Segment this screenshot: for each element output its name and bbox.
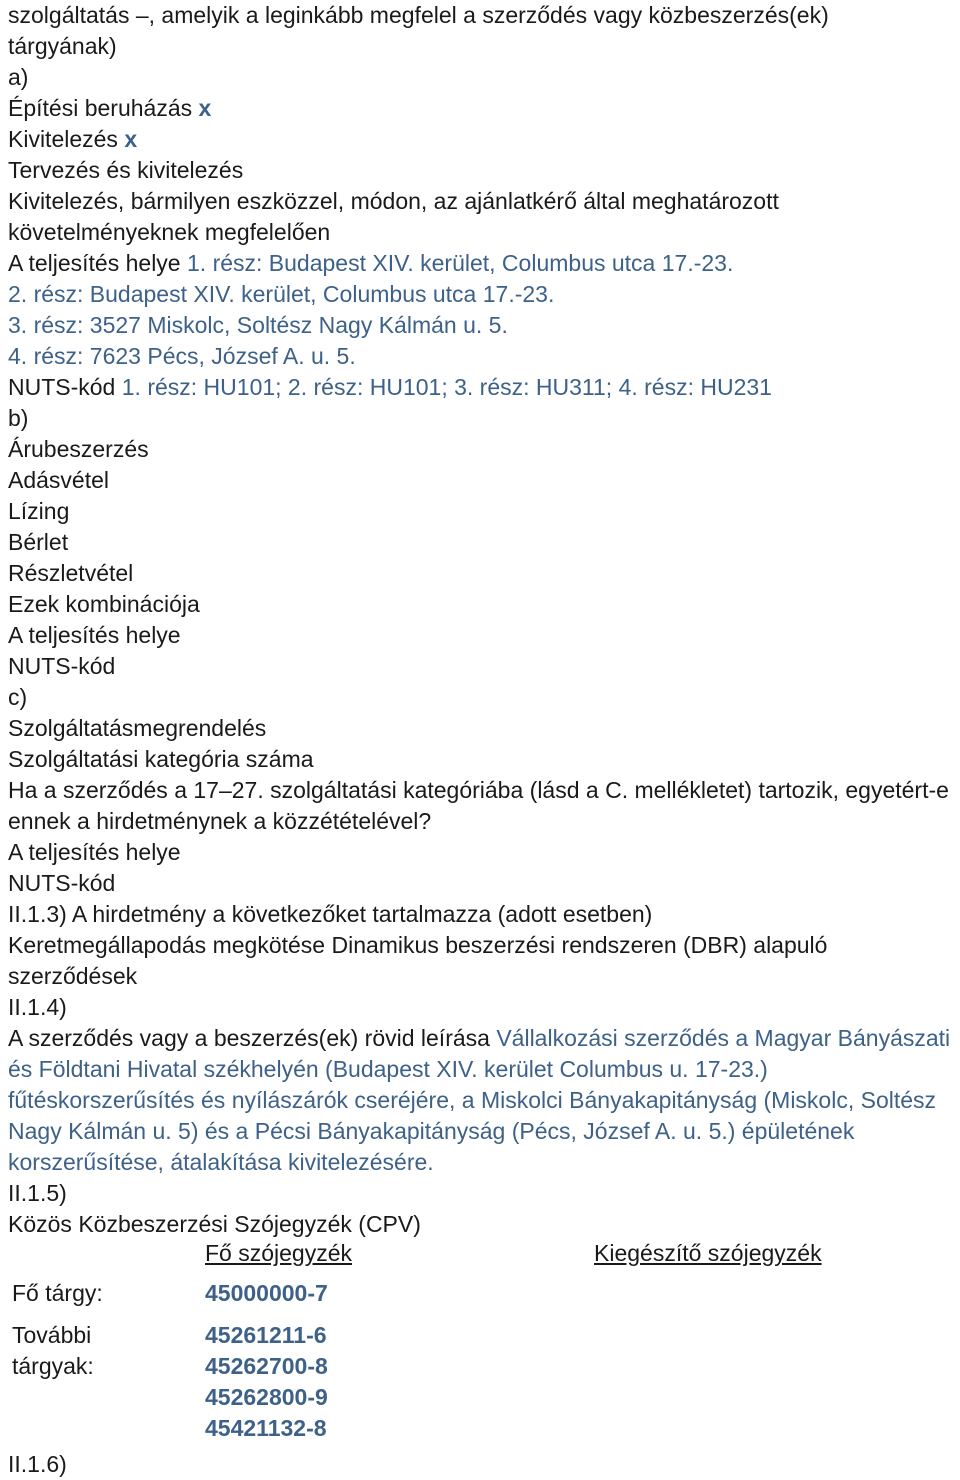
section-ii-1-3-title: II.1.3) A hirdetmény a következőket tartalmazza (adott esetben) — [8, 901, 653, 927]
c-nuts: NUTS-kód — [8, 870, 116, 896]
cpv-code: 45262700-8 — [205, 1353, 328, 1379]
cpv-code: 45262800-9 — [205, 1384, 328, 1410]
section-c-label: c) — [8, 684, 28, 710]
option-tervezes: Tervezés és kivitelezés — [8, 157, 244, 183]
c-location: A teljesítés helye — [8, 839, 181, 865]
section-a-label: a) — [8, 64, 29, 90]
intro-line-2: tárgyának) — [8, 33, 117, 59]
b-item: A teljesítés helye — [8, 622, 181, 648]
a-nuts: NUTS-kód 1. rész: HU101; 2. rész: HU101; 3. rész: HU311; 4. rész: HU231 — [8, 374, 772, 400]
b-item: Árubeszerzés — [8, 436, 149, 462]
nuts-values: 1. rész: HU101; 2. rész: HU101; 3. rész: HU311; 4. rész: HU231 — [121, 374, 772, 400]
b-item: Ezek kombinációja — [8, 591, 200, 617]
cpv-code: 45261211-6 — [205, 1322, 327, 1348]
cpv-code: 45421132-8 — [205, 1415, 327, 1441]
location-part-1: 1. rész: Budapest XIV. kerület, Columbus utca 17.-23. — [187, 250, 734, 276]
c-question: Ha a szerződés a 17–27. szolgáltatási kategóriába (lásd a C. mellékletet) tartozik, egyetért-e ennek a hirdetménynek a közzétételével? — [8, 777, 949, 834]
option-barmilyen-line-1: Kivitelezés, bármilyen eszközzel, módon, az ajánlatkérő által meghatározott — [8, 188, 779, 214]
c-item: Szolgáltatási kategória száma — [8, 746, 314, 772]
location-part-3: 3. rész: 3527 Miskolc, Soltész Nagy Kálmán u. 5. — [8, 312, 508, 338]
b-item: Részletvétel — [8, 560, 134, 586]
b-item: Lízing — [8, 498, 70, 524]
c-item: Szolgáltatásmegrendelés — [8, 715, 267, 741]
cpv-table — [8, 1240, 956, 1480]
a-location: A teljesítés helye 1. rész: Budapest XIV. kerület, Columbus utca 17.-23. — [8, 250, 734, 276]
short-description: Vállalkozási szerződés a Magyar Bányászati és Földtani Hivatal székhelyén (Budapest XIV. kerület Columbus u. 17-23.) fűtéskorszerűsítés és nyílászárók cseréjére, a Miskolci Bányakapitányság (Miskolc, Soltész Nagy Kálmán u. 5) és a Pécsi Bányakapitányság (Pécs, József A. u. 5.) épületének korszerűsítése, átalakítása kivitelezésére. — [8, 1025, 951, 1175]
option-epitesi: Építési beruházás x — [8, 95, 212, 121]
document-page — [8, 0, 956, 1477]
section-ii-1-6-title: II.1.6) — [8, 1451, 67, 1477]
option-barmilyen-line-2: követelményeknek megfelelően — [8, 219, 331, 245]
option-kivitelezes: Kivitelezés x — [8, 126, 138, 152]
cpv-main-vocab-header: Fő szójegyzék — [205, 1240, 353, 1266]
cpv-other-objects-label: További tárgyak: — [12, 1322, 94, 1379]
b-item: Adásvétel — [8, 467, 110, 493]
section-ii-1-4-title: II.1.4) — [8, 994, 67, 1020]
section-ii-1-5-title: II.1.5) — [8, 1180, 67, 1206]
b-item: NUTS-kód — [8, 653, 116, 679]
cpv-other-object-codes — [205, 1320, 328, 1444]
short-description-label: A szerződés vagy a beszerzés(ek) rövid leírása — [8, 1025, 490, 1051]
location-part-2: 2. rész: Budapest XIV. kerület, Columbus utca 17.-23. — [8, 281, 555, 307]
cpv-supplementary-vocab-header: Kiegészítő szójegyzék — [594, 1240, 822, 1266]
epitesi-selected-mark: x — [198, 95, 212, 121]
b-item: Bérlet — [8, 529, 69, 555]
section-b-label: b) — [8, 405, 29, 431]
kivitelezes-selected-mark: x — [124, 126, 138, 152]
cpv-main-object-label: Fő tárgy: — [12, 1280, 103, 1306]
intro-line-1: szolgáltatás –, amelyik a leginkább megfelel a szerződés vagy közbeszerzés(ek) — [8, 2, 829, 28]
section-ii-1-3-text: Keretmegállapodás megkötése Dinamikus beszerzési rendszeren (DBR) alapuló szerződések — [8, 932, 828, 989]
cpv-main-object-code: 45000000-7 — [205, 1280, 328, 1306]
cpv-subtitle: Közös Közbeszerzési Szójegyzék (CPV) — [8, 1211, 421, 1237]
location-part-4: 4. rész: 7623 Pécs, József A. u. 5. — [8, 343, 356, 369]
section-ii-1-4-body — [8, 1023, 958, 1178]
